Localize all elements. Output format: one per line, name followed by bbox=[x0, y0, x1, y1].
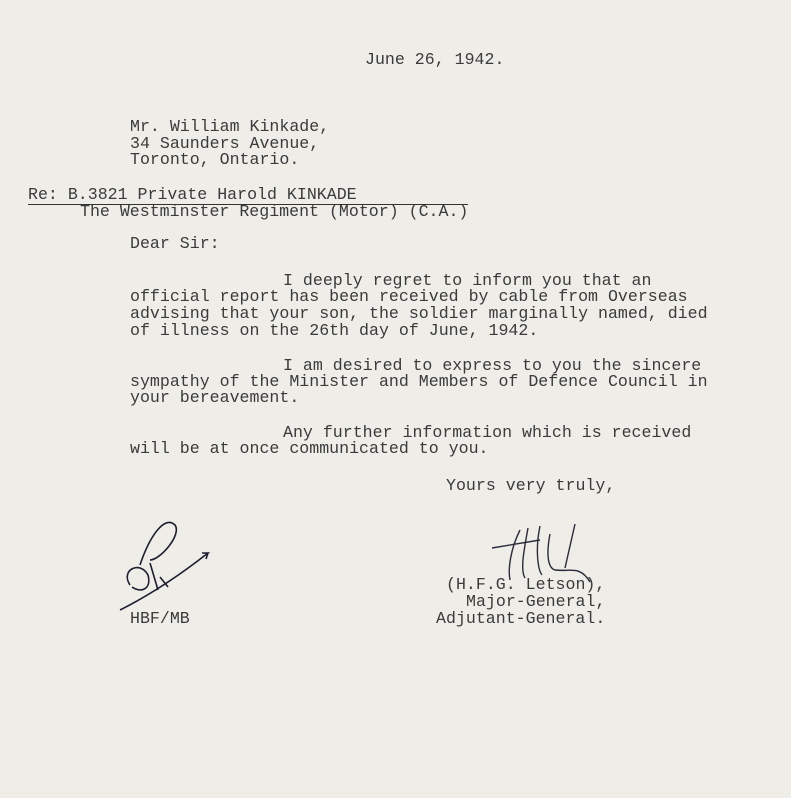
paragraph-3-line: Any further information which is received bbox=[283, 423, 692, 442]
paragraph-1-line: of illness on the 26th day of June, 1942. bbox=[130, 321, 539, 340]
signatory-name: (H.F.G. Letson), bbox=[446, 575, 606, 594]
signatory-title: Adjutant-General. bbox=[436, 609, 606, 628]
reference-initials: HBF/MB bbox=[130, 609, 190, 628]
paragraph-1-line: advising that your son, the soldier marginally named, died bbox=[130, 304, 708, 323]
recipient-name: Mr. William Kinkade, bbox=[130, 117, 330, 136]
closing: Yours very truly, bbox=[446, 476, 616, 495]
paragraph-3-line: will be at once communicated to you. bbox=[130, 439, 489, 458]
re-regiment: The Westminster Regiment (Motor) (C.A.) bbox=[80, 202, 469, 221]
initials-signature bbox=[110, 515, 220, 615]
paragraph-2-line: your bereavement. bbox=[130, 388, 300, 407]
recipient-street: 34 Saunders Avenue, bbox=[130, 134, 320, 153]
recipient-city: Toronto, Ontario. bbox=[130, 150, 300, 169]
signatory-rank: Major-General, bbox=[466, 592, 606, 611]
re-label: Re: bbox=[28, 185, 58, 204]
letter-date: June 26, 1942. bbox=[365, 50, 505, 69]
paragraph-1-line: official report has been received by cable from Overseas bbox=[130, 287, 688, 306]
paragraph-2-line: I am desired to express to you the sincere bbox=[283, 356, 702, 375]
paragraph-2-line: sympathy of the Minister and Members of Defence Council in bbox=[130, 372, 708, 391]
salutation: Dear Sir: bbox=[130, 234, 220, 253]
paragraph-1-line: I deeply regret to inform you that an bbox=[283, 271, 652, 290]
re-soldier: B.3821 Private Harold KINKADE bbox=[67, 185, 357, 204]
